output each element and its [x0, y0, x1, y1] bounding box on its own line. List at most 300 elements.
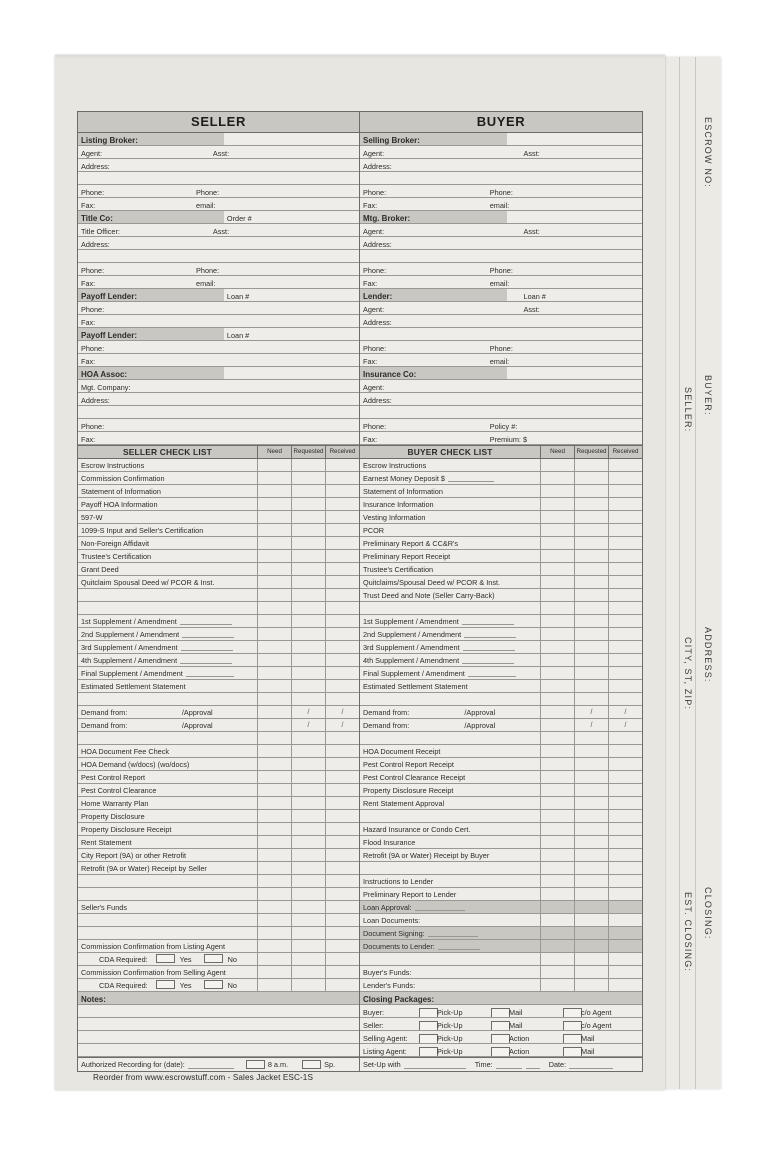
buyer-checklist-cell-need[interactable] [540, 550, 574, 562]
seller-checklist-cell-need[interactable] [257, 511, 291, 523]
buyer-checklist-cell-received[interactable] [608, 771, 642, 783]
seller-checklist-cell-received[interactable]: / [325, 706, 359, 718]
seller-checklist-cell-need[interactable] [257, 472, 291, 484]
seller-checklist-cell-need[interactable] [257, 771, 291, 783]
buyer-checklist-write-in-field[interactable] [464, 629, 516, 638]
seller-checklist-cell-requested[interactable] [291, 693, 325, 705]
seller-cda-yes-checkbox[interactable] [156, 954, 175, 964]
seller-checklist-cell-received[interactable] [325, 511, 359, 523]
seller-checklist-cell-received[interactable] [325, 654, 359, 666]
buyer-checklist-cell-requested[interactable] [574, 836, 608, 848]
seller-checklist-cell-received[interactable] [325, 615, 359, 627]
buyer-checklist-cell-requested[interactable] [574, 927, 608, 939]
buyer-checklist-cell-requested[interactable] [574, 524, 608, 536]
seller-cda-no-checkbox[interactable] [204, 954, 223, 964]
seller-checklist-cell-requested[interactable] [291, 732, 325, 744]
seller-checklist-cell-requested[interactable] [291, 576, 325, 588]
closing-package-seller-checkbox-1[interactable] [419, 1021, 438, 1031]
seller-cda-label: CDA Required: [99, 981, 148, 990]
seller-checklist-cell-need[interactable] [257, 940, 291, 952]
seller-checklist-cell-received[interactable] [325, 940, 359, 952]
seller-checklist-cell-requested[interactable] [291, 459, 325, 471]
seller-checklist-cell-requested[interactable] [291, 888, 325, 900]
buyer-checklist-cell-need[interactable] [540, 888, 574, 900]
buyer-checklist-cell-received[interactable] [608, 758, 642, 770]
seller-checklist-cell-need[interactable] [257, 836, 291, 848]
seller-checklist-cell-requested[interactable] [291, 524, 325, 536]
buyer-checklist-cell-received[interactable] [608, 901, 642, 913]
seller-checklist-cell-need[interactable] [257, 459, 291, 471]
seller-checklist-cell-received[interactable] [325, 589, 359, 601]
buyer-checklist-cell-received[interactable] [608, 849, 642, 861]
buyer-checklist-cell-received[interactable] [608, 823, 642, 835]
buyer-checklist-cell-need[interactable] [540, 680, 574, 692]
buyer-checklist-cell-received[interactable] [608, 576, 642, 588]
buyer-checklist-cell-requested[interactable] [574, 732, 608, 744]
seller-checklist-cell-requested[interactable] [291, 940, 325, 952]
seller-checklist-cell-received[interactable]: / [325, 719, 359, 731]
seller-checklist-cell-received[interactable] [325, 498, 359, 510]
buyer-checklist-cell-received[interactable] [608, 602, 642, 614]
seller-checklist-cell-requested[interactable] [291, 537, 325, 549]
seller-checklist-cell-received[interactable] [325, 641, 359, 653]
seller-checklist-cell-received[interactable] [325, 875, 359, 887]
seller-checklist-cell-requested[interactable]: / [291, 706, 325, 718]
seller-checklist-cell-received[interactable] [325, 550, 359, 562]
seller-checklist-cell-need[interactable] [257, 914, 291, 926]
seller-checklist-cell-received[interactable] [325, 823, 359, 835]
seller-checklist-cell-need[interactable] [257, 745, 291, 757]
buyer-checklist-cell-received[interactable] [608, 472, 642, 484]
seller-checklist-row-blank-21 [78, 732, 359, 745]
seller-checklist-cell-need[interactable] [257, 862, 291, 874]
buyer-checklist-cell-received[interactable] [608, 784, 642, 796]
buyer-checklist-row-documents-to-lender-37 [360, 940, 642, 953]
seller-checklist-cell-requested[interactable] [291, 862, 325, 874]
buyer-checklist-cell-received[interactable] [608, 654, 642, 666]
buyer-checklist-cell-need[interactable] [540, 537, 574, 549]
seller-checklist-cell-received[interactable] [325, 472, 359, 484]
buyer-checklist-cell-need[interactable] [540, 914, 574, 926]
seller-checklist-cell-need[interactable] [257, 849, 291, 861]
seller-checklist-cell-received[interactable] [325, 901, 359, 913]
seller-checklist-cell-requested[interactable] [291, 758, 325, 770]
buyer-checklist-cell-received[interactable] [608, 940, 642, 952]
seller-checklist-cell-requested[interactable] [291, 771, 325, 783]
seller-checklist-cell-need[interactable] [257, 810, 291, 822]
buyer-checklist-cell-received[interactable] [608, 667, 642, 679]
seller-checklist-cell-requested[interactable] [291, 680, 325, 692]
buyer-checklist-cell-requested[interactable] [574, 888, 608, 900]
closing-package-listing-agent-checkbox-3[interactable] [563, 1047, 582, 1057]
seller-checklist-cell-received[interactable] [325, 680, 359, 692]
buyer-checklist-cell-need[interactable] [540, 745, 574, 757]
buyer-checklist-cell-need[interactable] [540, 472, 574, 484]
seller-checklist-cell-received[interactable] [325, 953, 359, 965]
buyer-checklist-cell-need[interactable] [540, 836, 574, 848]
seller-checklist-cell-need[interactable] [257, 823, 291, 835]
seller-checklist-cell-requested[interactable] [291, 901, 325, 913]
buyer-checklist-cell-need[interactable] [540, 940, 574, 952]
buyer-checklist-cell-need[interactable] [540, 719, 574, 731]
buyer-checklist-cell-received[interactable] [608, 537, 642, 549]
buyer-checklist-cell-need[interactable] [540, 602, 574, 614]
buyer-checklist-write-in-field[interactable] [448, 473, 494, 482]
seller-checklist-cell-requested[interactable] [291, 485, 325, 497]
buyer-checklist-cell-need[interactable] [540, 732, 574, 744]
buyer-checklist-cell-need[interactable] [540, 641, 574, 653]
seller-checklist-cell-received[interactable] [325, 732, 359, 744]
seller-checklist-cell-requested[interactable] [291, 511, 325, 523]
seller-checklist-cell-need[interactable] [257, 953, 291, 965]
buyer-checklist-cell-received[interactable] [608, 966, 642, 978]
seller-checklist-cell-received[interactable] [325, 862, 359, 874]
seller-checklist-cell-need[interactable] [257, 706, 291, 718]
seller-checklist-cell-need[interactable] [257, 667, 291, 679]
buyer-checklist-cell-requested[interactable] [574, 511, 608, 523]
buyer-contact-row-blank-9 [360, 250, 642, 263]
buyer-checklist-cell-need[interactable] [540, 615, 574, 627]
buyer-checklist-cell-received[interactable] [608, 524, 642, 536]
buyer-checklist-cell-requested[interactable] [574, 485, 608, 497]
buyer-checklist-cell-requested[interactable] [574, 823, 608, 835]
buyer-checklist-cell-need[interactable] [540, 875, 574, 887]
seller-checklist-cell-received[interactable] [325, 485, 359, 497]
seller-checklist-write-in-field[interactable] [180, 616, 232, 625]
seller-checklist-cell-need[interactable] [257, 888, 291, 900]
buyer-checklist-cell-received[interactable] [608, 875, 642, 887]
seller-checklist-cell-need[interactable] [257, 966, 291, 978]
buyer-checklist-cell-received[interactable] [608, 927, 642, 939]
closing-package-buyer-checkbox-3[interactable] [563, 1008, 582, 1018]
buyer-checklist-cell-requested[interactable] [574, 914, 608, 926]
buyer-checklist-cell-need[interactable] [540, 901, 574, 913]
buyer-checklist-cell-requested[interactable] [574, 537, 608, 549]
seller-checklist-cell-requested[interactable] [291, 953, 325, 965]
closing-package-buyer-checkbox-1[interactable] [419, 1008, 438, 1018]
seller-checklist-cell-requested[interactable]: / [291, 719, 325, 731]
buyer-checklist-cell-need[interactable] [540, 953, 574, 965]
seller-checklist-cell-requested[interactable] [291, 628, 325, 640]
seller-checklist-write-in-field[interactable] [182, 629, 234, 638]
seller-checklist-cell-requested[interactable] [291, 823, 325, 835]
setup-time-input[interactable] [496, 1060, 522, 1069]
seller-checklist-cell-received[interactable] [325, 966, 359, 978]
seller-checklist-cell-need[interactable] [257, 628, 291, 640]
buyer-checklist-cell-need[interactable] [540, 576, 574, 588]
buyer-checklist-cell-requested[interactable] [574, 667, 608, 679]
seller-checklist-cell-requested[interactable] [291, 589, 325, 601]
seller-checklist-cell-requested[interactable] [291, 498, 325, 510]
buyer-checklist-cell-received[interactable] [608, 680, 642, 692]
buyer-checklist-cell-need[interactable] [540, 797, 574, 809]
closing-package-buyer-checkbox-2[interactable] [491, 1008, 510, 1018]
notes-line-4[interactable] [78, 1044, 359, 1057]
buyer-checklist-cell-received[interactable] [608, 862, 642, 874]
seller-checklist-cell-need[interactable] [257, 719, 291, 731]
seller-checklist-cell-received[interactable] [325, 771, 359, 783]
seller-checklist-write-in-field[interactable] [186, 668, 234, 677]
buyer-checklist-cell-received[interactable] [608, 888, 642, 900]
buyer-checklist-cell-requested[interactable] [574, 953, 608, 965]
buyer-checklist-cell-need[interactable] [540, 498, 574, 510]
buyer-checklist-cell-requested[interactable] [574, 602, 608, 614]
buyer-checklist-cell-need[interactable] [540, 628, 574, 640]
seller-checklist-cell-requested[interactable] [291, 797, 325, 809]
buyer-checklist-cell-received[interactable]: / [608, 706, 642, 718]
setup-time-ampm-input[interactable] [526, 1060, 540, 1069]
buyer-checklist-cell-requested[interactable] [574, 693, 608, 705]
seller-checklist-cell-received[interactable] [325, 797, 359, 809]
buyer-checklist-cell-received[interactable] [608, 628, 642, 640]
seller-checklist-cell-requested[interactable] [291, 966, 325, 978]
closing-package-seller-checkbox-3[interactable] [563, 1021, 582, 1031]
buyer-checklist-cell-need[interactable] [540, 459, 574, 471]
seller-checklist-cell-requested[interactable] [291, 979, 325, 991]
seller-checklist-cell-need[interactable] [257, 550, 291, 562]
buyer-checklist-header [360, 445, 642, 459]
buyer-checklist-write-in-field[interactable] [462, 655, 514, 664]
buyer-checklist-cell-received[interactable] [608, 810, 642, 822]
buyer-checklist-cell-requested[interactable] [574, 654, 608, 666]
buyer-checklist-cell-requested[interactable] [574, 862, 608, 874]
seller-checklist-cell-requested[interactable] [291, 849, 325, 861]
closing-package-selling-agent-checkbox-2[interactable] [491, 1034, 510, 1044]
closing-package-listing-agent-checkbox-2[interactable] [491, 1047, 510, 1057]
seller-checklist-cell-received[interactable] [325, 563, 359, 575]
buyer-checklist-cell-received[interactable] [608, 563, 642, 575]
seller-checklist-approval-label: /Approval [181, 708, 213, 717]
seller-checklist-cell-need[interactable] [257, 576, 291, 588]
buyer-checklist-cell-requested[interactable] [574, 771, 608, 783]
seller-checklist-cell-received[interactable] [325, 849, 359, 861]
seller-checklist-cell-received[interactable] [325, 927, 359, 939]
buyer-checklist-cell-need[interactable] [540, 667, 574, 679]
notes-line-3[interactable] [78, 1031, 359, 1044]
buyer-checklist-cell-need[interactable] [540, 849, 574, 861]
buyer-checklist-cell-need[interactable] [540, 784, 574, 796]
buyer-checklist-cell-received[interactable] [608, 459, 642, 471]
seller-cda-yes-checkbox[interactable] [156, 980, 175, 990]
buyer-checklist-cell-requested[interactable] [574, 849, 608, 861]
buyer-checklist-cell-need[interactable] [540, 810, 574, 822]
buyer-checklist-cell-need[interactable] [540, 823, 574, 835]
seller-checklist-cell-requested[interactable] [291, 667, 325, 679]
authorized-recording-am-checkbox[interactable] [246, 1060, 265, 1070]
seller-checklist-cell-need[interactable] [257, 563, 291, 575]
buyer-checklist-cell-need[interactable] [540, 758, 574, 770]
seller-checklist-cell-need[interactable] [257, 485, 291, 497]
buyer-checklist-cell-received[interactable] [608, 589, 642, 601]
buyer-checklist-cell-requested[interactable] [574, 901, 608, 913]
seller-checklist-cell-requested[interactable] [291, 563, 325, 575]
buyer-checklist-cell-requested[interactable] [574, 459, 608, 471]
seller-checklist-cell-need[interactable] [257, 654, 291, 666]
buyer-checklist-cell-received[interactable] [608, 511, 642, 523]
buyer-checklist-cell-requested[interactable] [574, 576, 608, 588]
closing-package-selling-agent-checkbox-3[interactable] [563, 1034, 582, 1044]
buyer-checklist-cell-requested[interactable]: / [574, 706, 608, 718]
buyer-checklist-cell-requested[interactable]: / [574, 719, 608, 731]
buyer-checklist-cell-requested[interactable] [574, 940, 608, 952]
buyer-checklist-cell-need[interactable] [540, 927, 574, 939]
seller-checklist-cell-received[interactable] [325, 576, 359, 588]
buyer-checklist-cell-received[interactable] [608, 498, 642, 510]
buyer-checklist-cell-received[interactable] [608, 485, 642, 497]
buyer-checklist-row-blank-31 [360, 862, 642, 875]
seller-checklist-cell-received[interactable] [325, 524, 359, 536]
buyer-checklist-cell-requested[interactable] [574, 472, 608, 484]
seller-checklist-cell-need[interactable] [257, 498, 291, 510]
buyer-checklist-cell-received[interactable] [608, 914, 642, 926]
buyer-checklist-cell-requested[interactable] [574, 875, 608, 887]
buyer-checklist-cell-received[interactable] [608, 732, 642, 744]
buyer-checklist-cell-requested[interactable] [574, 758, 608, 770]
buyer-checklist-cell-received[interactable] [608, 550, 642, 562]
seller-checklist-cell-requested[interactable] [291, 654, 325, 666]
seller-checklist-cell-received[interactable] [325, 888, 359, 900]
buyer-checklist-cell-requested[interactable] [574, 745, 608, 757]
buyer-checklist-write-in-field[interactable] [468, 668, 516, 677]
buyer-checklist-cell-need[interactable] [540, 485, 574, 497]
seller-checklist-write-in-field[interactable] [181, 642, 233, 651]
seller-checklist-cell-requested[interactable] [291, 615, 325, 627]
authorized-recording-sp-checkbox[interactable] [302, 1060, 321, 1070]
seller-checklist-cell-received[interactable] [325, 758, 359, 770]
buyer-checklist-cell-need[interactable] [540, 654, 574, 666]
seller-checklist-cell-need[interactable] [257, 732, 291, 744]
buyer-checklist-cell-requested[interactable] [574, 979, 608, 991]
seller-checklist-cell-requested[interactable] [291, 914, 325, 926]
buyer-checklist-cell-received[interactable] [608, 615, 642, 627]
seller-checklist-cell-need[interactable] [257, 758, 291, 770]
seller-checklist-cell-need[interactable] [257, 589, 291, 601]
seller-checklist-cell-received[interactable] [325, 914, 359, 926]
seller-checklist-cell-need[interactable] [257, 784, 291, 796]
buyer-checklist-cell-requested[interactable] [574, 498, 608, 510]
seller-checklist-cell-requested[interactable] [291, 550, 325, 562]
buyer-label-fax: Fax: [363, 200, 378, 210]
buyer-checklist-cell-requested[interactable] [574, 615, 608, 627]
closing-package-listing-agent-checkbox-1[interactable] [419, 1047, 438, 1057]
buyer-checklist-cell-received[interactable] [608, 797, 642, 809]
seller-checklist-cell-need[interactable] [257, 680, 291, 692]
seller-checklist-cell-requested[interactable] [291, 602, 325, 614]
seller-checklist-cell-need[interactable] [257, 524, 291, 536]
buyer-checklist-cell-need[interactable] [540, 979, 574, 991]
buyer-checklist-cell-requested[interactable] [574, 784, 608, 796]
buyer-checklist-cell-requested[interactable] [574, 628, 608, 640]
seller-checklist-cell-received[interactable] [325, 836, 359, 848]
buyer-checklist-cell-requested[interactable] [574, 680, 608, 692]
setup-with-input[interactable] [404, 1060, 466, 1069]
seller-checklist-cell-requested[interactable] [291, 927, 325, 939]
buyer-checklist-cell-requested[interactable] [574, 810, 608, 822]
seller-checklist-cell-requested[interactable] [291, 472, 325, 484]
notes-line-1[interactable] [78, 1005, 359, 1018]
buyer-checklist-cell-need[interactable] [540, 511, 574, 523]
buyer-checklist-cell-requested[interactable] [574, 589, 608, 601]
buyer-checklist-cell-requested[interactable] [574, 563, 608, 575]
seller-checklist-cell-requested[interactable] [291, 641, 325, 653]
seller-checklist-cell-received[interactable] [325, 745, 359, 757]
authorized-recording-date-input[interactable] [188, 1060, 234, 1069]
seller-checklist-cell-need[interactable] [257, 797, 291, 809]
seller-checklist-cell-need[interactable] [257, 875, 291, 887]
buyer-checklist-cell-received[interactable] [608, 641, 642, 653]
buyer-checklist-cell-need[interactable] [540, 524, 574, 536]
seller-checklist-cell-requested[interactable] [291, 745, 325, 757]
buyer-checklist-write-in-field[interactable] [428, 928, 478, 937]
buyer-contact-row-phone-4 [360, 185, 642, 198]
buyer-checklist-row-instructions-to-lender-32 [360, 875, 642, 888]
seller-checklist-cell-need[interactable] [257, 615, 291, 627]
closing-package-label-selling-agent: Selling Agent: [363, 1033, 408, 1043]
buyer-checklist-cell-need[interactable] [540, 771, 574, 783]
seller-checklist-cell-need[interactable] [257, 927, 291, 939]
buyer-checklist-write-in-field[interactable] [415, 902, 465, 911]
closing-package-seller-checkbox-2[interactable] [491, 1021, 510, 1031]
buyer-checklist-write-in-field[interactable] [463, 642, 515, 651]
buyer-checklist-cell-need[interactable] [540, 862, 574, 874]
buyer-checklist-cell-received[interactable] [608, 836, 642, 848]
seller-checklist-cell-received[interactable] [325, 459, 359, 471]
seller-checklist-cell-received[interactable] [325, 667, 359, 679]
buyer-checklist-write-in-field[interactable] [462, 616, 514, 625]
buyer-checklist-cell-need[interactable] [540, 589, 574, 601]
seller-checklist-cell-need[interactable] [257, 537, 291, 549]
seller-checklist-cell-need[interactable] [257, 693, 291, 705]
buyer-checklist-cell-need[interactable] [540, 966, 574, 978]
setup-date-input[interactable] [569, 1060, 613, 1069]
buyer-checklist-cell-received[interactable] [608, 953, 642, 965]
seller-checklist-cell-need[interactable] [257, 979, 291, 991]
seller-checklist-cell-requested[interactable] [291, 784, 325, 796]
seller-checklist-cell-received[interactable] [325, 602, 359, 614]
buyer-checklist-cell-received[interactable]: / [608, 719, 642, 731]
buyer-checklist-cell-need[interactable] [540, 693, 574, 705]
seller-checklist-cell-received[interactable] [325, 537, 359, 549]
buyer-checklist-cell-requested[interactable] [574, 797, 608, 809]
seller-cda-no-checkbox[interactable] [204, 980, 223, 990]
seller-checklist-cell-received[interactable] [325, 693, 359, 705]
buyer-checklist-cell-requested[interactable] [574, 550, 608, 562]
buyer-checklist-cell-received[interactable] [608, 745, 642, 757]
seller-checklist-cell-requested[interactable] [291, 875, 325, 887]
seller-checklist-cell-received[interactable] [325, 810, 359, 822]
seller-checklist-write-in-field[interactable] [180, 655, 232, 664]
buyer-checklist-text: Document Signing: [363, 929, 425, 938]
buyer-checklist-label-preliminary-report-cc-r-s [360, 537, 540, 549]
buyer-checklist-cell-received[interactable] [608, 693, 642, 705]
notes-line-2[interactable] [78, 1018, 359, 1031]
seller-checklist-cell-received[interactable] [325, 979, 359, 991]
buyer-checklist-cell-requested[interactable] [574, 641, 608, 653]
seller-checklist-cell-received[interactable] [325, 784, 359, 796]
buyer-checklist-cell-need[interactable] [540, 706, 574, 718]
seller-checklist-cell-requested[interactable] [291, 836, 325, 848]
buyer-checklist-cell-need[interactable] [540, 563, 574, 575]
seller-checklist-cell-need[interactable] [257, 901, 291, 913]
buyer-checklist-cell-requested[interactable] [574, 966, 608, 978]
buyer-checklist-cell-received[interactable] [608, 979, 642, 991]
seller-checklist-cell-received[interactable] [325, 628, 359, 640]
seller-checklist-cell-need[interactable] [257, 602, 291, 614]
buyer-checklist-write-in-field[interactable] [438, 941, 480, 950]
closing-package-selling-agent-checkbox-1[interactable] [419, 1034, 438, 1044]
seller-checklist-cell-need[interactable] [257, 641, 291, 653]
seller-checklist-cell-requested[interactable] [291, 810, 325, 822]
